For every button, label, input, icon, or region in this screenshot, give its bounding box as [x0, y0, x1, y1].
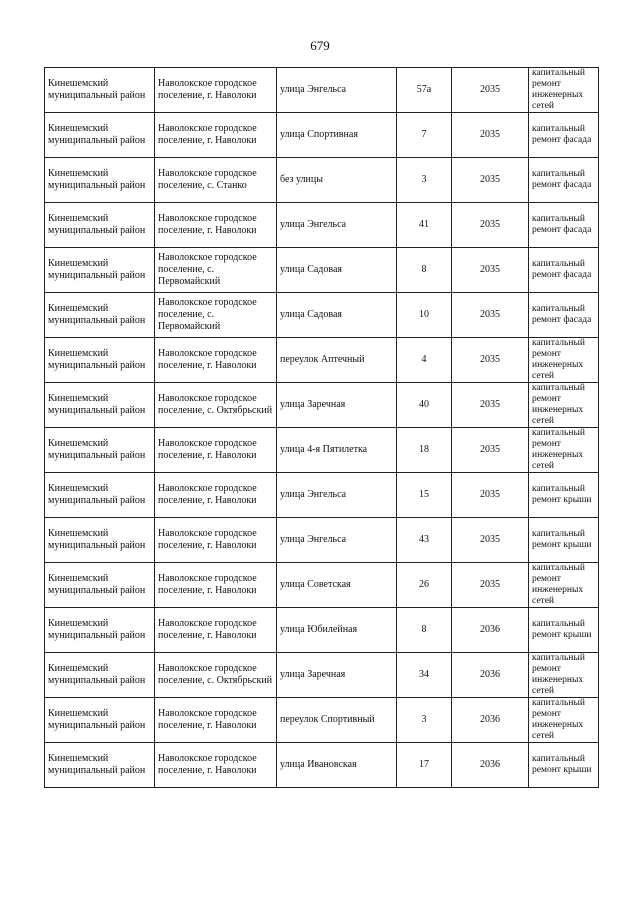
district-cell: Кинешемский муниципальный район [45, 428, 155, 473]
district-cell: Кинешемский муниципальный район [45, 203, 155, 248]
district-cell: Кинешемский муниципальный район [45, 68, 155, 113]
house-number-cell: 10 [397, 293, 452, 338]
year-cell: 2036 [452, 608, 529, 653]
work-type-cell: капитальный ремонт крыши [529, 518, 599, 563]
street-cell: улица Энгельса [277, 68, 397, 113]
street-cell: улица Садовая [277, 248, 397, 293]
street-cell: переулок Спортивный [277, 698, 397, 743]
street-cell: улица Спортивная [277, 113, 397, 158]
house-number-cell: 17 [397, 743, 452, 788]
table-row [45, 203, 599, 248]
house-number-cell: 15 [397, 473, 452, 518]
settlement-cell: Наволокское городское поселение, г. Наволоки [155, 428, 277, 473]
settlement-cell: Наволокское городское поселение, г. Наволоки [155, 743, 277, 788]
table-row [45, 383, 599, 428]
settlement-cell: Наволокское городское поселение, г. Наволоки [155, 698, 277, 743]
house-number-cell: 8 [397, 248, 452, 293]
table-row [45, 698, 599, 743]
table-row [45, 248, 599, 293]
work-type-cell: капитальный ремонт инженерных сетей [529, 383, 599, 428]
work-type-cell: капитальный ремонт фасада [529, 113, 599, 158]
district-cell: Кинешемский муниципальный район [45, 293, 155, 338]
page-number: 679 [310, 38, 330, 53]
table-row [45, 68, 599, 113]
district-cell: Кинешемский муниципальный район [45, 338, 155, 383]
district-cell: Кинешемский муниципальный район [45, 743, 155, 788]
house-number-cell: 40 [397, 383, 452, 428]
year-cell: 2035 [452, 248, 529, 293]
house-number-cell: 8 [397, 608, 452, 653]
table-row [45, 473, 599, 518]
table-body [45, 68, 599, 788]
house-number-cell: 18 [397, 428, 452, 473]
work-type-cell: капитальный ремонт фасада [529, 158, 599, 203]
work-type-cell: капитальный ремонт инженерных сетей [529, 338, 599, 383]
year-cell: 2035 [452, 203, 529, 248]
house-number-cell: 26 [397, 563, 452, 608]
year-cell: 2035 [452, 428, 529, 473]
year-cell: 2035 [452, 563, 529, 608]
settlement-cell: Наволокское городское поселение, с. Октябрьский [155, 383, 277, 428]
table-row [45, 338, 599, 383]
street-cell: улица Советская [277, 563, 397, 608]
house-number-cell: 7 [397, 113, 452, 158]
year-cell: 2035 [452, 473, 529, 518]
table-row [45, 743, 599, 788]
table-row [45, 563, 599, 608]
settlement-cell: Наволокское городское поселение, г. Наволоки [155, 203, 277, 248]
street-cell: улица Садовая [277, 293, 397, 338]
housing-repair-table [44, 67, 599, 788]
district-cell: Кинешемский муниципальный район [45, 383, 155, 428]
work-type-cell: капитальный ремонт инженерных сетей [529, 563, 599, 608]
settlement-cell: Наволокское городское поселение, с. Станко [155, 158, 277, 203]
street-cell: улица Энгельса [277, 473, 397, 518]
district-cell: Кинешемский муниципальный район [45, 608, 155, 653]
district-cell: Кинешемский муниципальный район [45, 653, 155, 698]
year-cell: 2036 [452, 743, 529, 788]
year-cell: 2035 [452, 113, 529, 158]
settlement-cell: Наволокское городское поселение, с. Первомайский [155, 248, 277, 293]
house-number-cell: 3 [397, 698, 452, 743]
street-cell: без улицы [277, 158, 397, 203]
district-cell: Кинешемский муниципальный район [45, 698, 155, 743]
work-type-cell: капитальный ремонт крыши [529, 608, 599, 653]
table-row [45, 608, 599, 653]
district-cell: Кинешемский муниципальный район [45, 248, 155, 293]
table-row [45, 158, 599, 203]
house-number-cell: 57а [397, 68, 452, 113]
settlement-cell: Наволокское городское поселение, г. Наволоки [155, 473, 277, 518]
settlement-cell: Наволокское городское поселение, г. Наволоки [155, 113, 277, 158]
district-cell: Кинешемский муниципальный район [45, 563, 155, 608]
year-cell: 2035 [452, 158, 529, 203]
work-type-cell: капитальный ремонт инженерных сетей [529, 653, 599, 698]
house-number-cell: 4 [397, 338, 452, 383]
work-type-cell: капитальный ремонт фасада [529, 293, 599, 338]
district-cell: Кинешемский муниципальный район [45, 518, 155, 563]
work-type-cell: капитальный ремонт фасада [529, 248, 599, 293]
street-cell: улица Энгельса [277, 518, 397, 563]
work-type-cell: капитальный ремонт инженерных сетей [529, 428, 599, 473]
work-type-cell: капитальный ремонт инженерных сетей [529, 698, 599, 743]
district-cell: Кинешемский муниципальный район [45, 113, 155, 158]
street-cell: улица Энгельса [277, 203, 397, 248]
house-number-cell: 43 [397, 518, 452, 563]
settlement-cell: Наволокское городское поселение, г. Наволоки [155, 518, 277, 563]
settlement-cell: Наволокское городское поселение, г. Наволоки [155, 338, 277, 383]
year-cell: 2035 [452, 68, 529, 113]
year-cell: 2035 [452, 518, 529, 563]
table-row [45, 518, 599, 563]
year-cell: 2035 [452, 293, 529, 338]
house-number-cell: 41 [397, 203, 452, 248]
house-number-cell: 3 [397, 158, 452, 203]
settlement-cell: Наволокское городское поселение, с. Октябрьский [155, 653, 277, 698]
year-cell: 2036 [452, 698, 529, 743]
table-row [45, 293, 599, 338]
house-number-cell: 34 [397, 653, 452, 698]
settlement-cell: Наволокское городское поселение, г. Наволоки [155, 68, 277, 113]
district-cell: Кинешемский муниципальный район [45, 473, 155, 518]
street-cell: улица Заречная [277, 653, 397, 698]
table-row [45, 653, 599, 698]
street-cell: улица Юбилейная [277, 608, 397, 653]
year-cell: 2035 [452, 338, 529, 383]
work-type-cell: капитальный ремонт крыши [529, 743, 599, 788]
street-cell: улица 4-я Пятилетка [277, 428, 397, 473]
work-type-cell: капитальный ремонт фасада [529, 203, 599, 248]
work-type-cell: капитальный ремонт крыши [529, 473, 599, 518]
street-cell: улица Заречная [277, 383, 397, 428]
street-cell: улица Ивановская [277, 743, 397, 788]
district-cell: Кинешемский муниципальный район [45, 158, 155, 203]
table-row [45, 428, 599, 473]
street-cell: переулок Аптечный [277, 338, 397, 383]
year-cell: 2035 [452, 383, 529, 428]
settlement-cell: Наволокское городское поселение, г. Наволоки [155, 608, 277, 653]
settlement-cell: Наволокское городское поселение, с. Первомайский [155, 293, 277, 338]
table-row [45, 113, 599, 158]
work-type-cell: капитальный ремонт инженерных сетей [529, 68, 599, 113]
year-cell: 2036 [452, 653, 529, 698]
settlement-cell: Наволокское городское поселение, г. Наволоки [155, 563, 277, 608]
